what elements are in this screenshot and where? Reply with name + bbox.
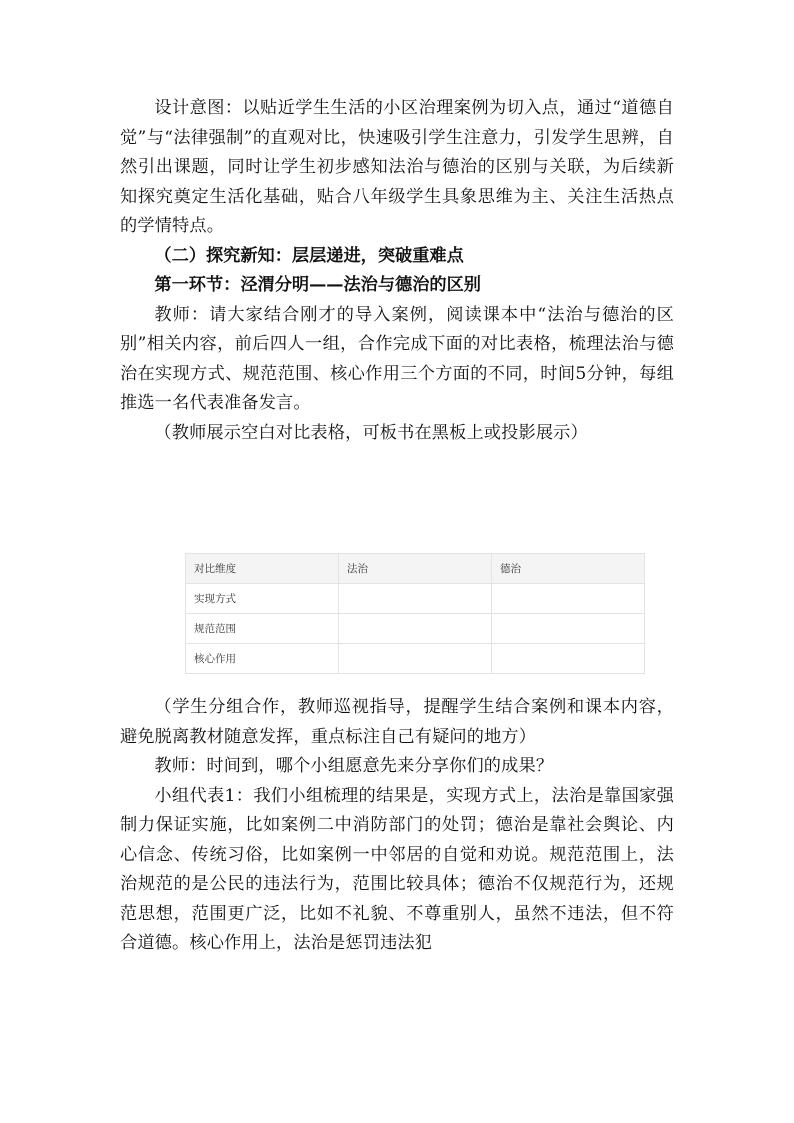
student-activity-paragraph: （学生分组合作，教师巡视指导，提醒学生结合案例和课本内容，避免脱离教材随意发挥，重点标注自己有疑问的地方）: [120, 697, 674, 747]
table-cell: [339, 644, 492, 674]
group-representative-paragraph: 小组代表1：我们小组梳理的结果是，实现方式上，法治是靠国家强制力保证实施，比如案例二中消防部门的处罚；德治是靠社会舆论、内心信念、传统习俗，比如案例一中邻居的自觉和劝说。规范范围上，法治规范的是公民的违法行为，范围比较具体；德治不仅规范行为，还规范思想，范围更广泛，比如不礼貌、不尊重别人，虽然不违法，但不符合道德。核心作用上，法治是惩罚违法犯: [120, 785, 674, 953]
table-cell: [492, 614, 645, 644]
comparison-table: [185, 553, 645, 674]
table-header-row: [186, 554, 645, 584]
teacher-note-paragraph: （教师展示空白对比表格，可板书在黑板上或投影展示）: [154, 422, 588, 443]
table-header-cell: 法治: [339, 554, 492, 584]
table-cell: [492, 644, 645, 674]
table-row: [186, 584, 645, 614]
table-cell: [339, 584, 492, 614]
document-body-bottom: [120, 693, 674, 959]
teacher-instruction-paragraph: 教师：请大家结合刚才的导入案例，阅读课本中“法治与德治的区别”相关内容，前后四人一组，合作完成下面的对比表格，梳理法治与德治在实现方式、规范范围、核心作用三个方面的不同，时间5分钟，每组推选一名代表准备发言。: [120, 304, 674, 413]
design-intent-paragraph: 设计意图：以贴近学生生活的小区治理案例为切入点，通过“道德自觉”与“法律强制”的直观对比，快速吸引学生注意力，引发学生思辨，自然引出课题，同时让学生初步感知法治与德治的区别与关联，为后续新知探究奠定生活化基础，贴合八年级学生具象思维为主、关注生活热点的学情特点。: [120, 98, 674, 236]
section-heading: （二）探究新知：层层递进，突破重难点: [154, 245, 464, 266]
table-cell: [339, 614, 492, 644]
teacher-question-paragraph: 教师：时间到，哪个小组愿意先来分享你们的成果？: [154, 756, 554, 776]
table-cell: [492, 584, 645, 614]
table-row: [186, 644, 645, 674]
table-header-cell: 对比维度: [186, 554, 339, 584]
document-body-top: [120, 94, 674, 448]
table-cell: 实现方式: [186, 584, 339, 614]
table-cell: 规范范围: [186, 614, 339, 644]
subsection-heading: 第一环节：泾渭分明——法治与德治的区别: [154, 275, 481, 295]
table-header-cell: 德治: [492, 554, 645, 584]
table-row: [186, 614, 645, 644]
table-cell: 核心作用: [186, 644, 339, 674]
